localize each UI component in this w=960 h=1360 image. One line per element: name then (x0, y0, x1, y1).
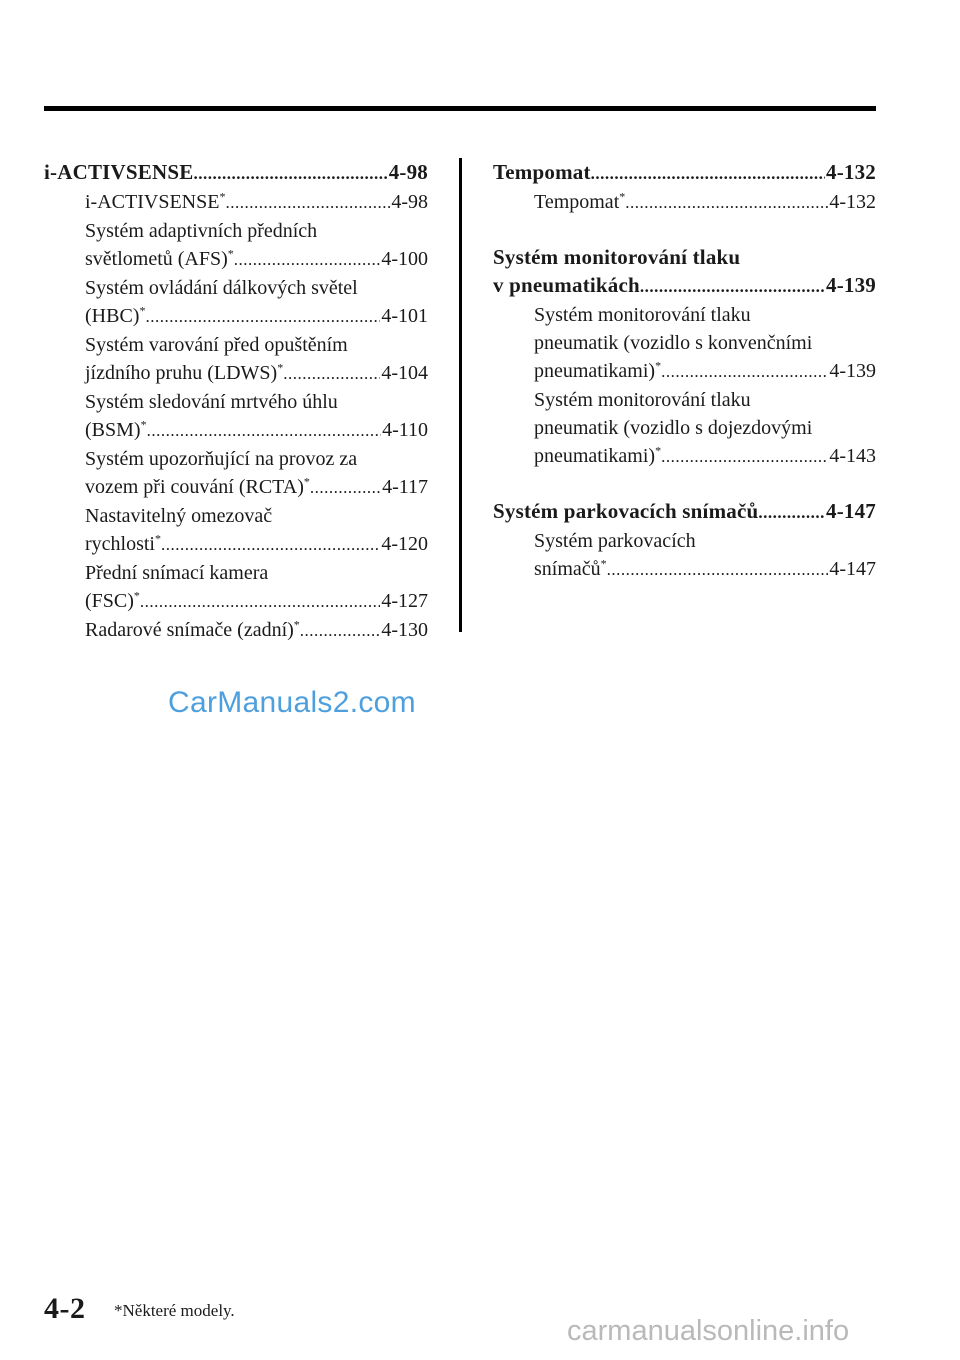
toc-entry-title: pneumatikami) (534, 360, 656, 382)
model-asterisk: * (619, 189, 626, 204)
toc-entry-text-line: pneumatik (vozidlo s konvenčními (534, 332, 813, 354)
dot-leader (234, 246, 381, 274)
dot-leader (661, 358, 828, 386)
toc-entry[interactable] (493, 442, 876, 471)
toc-section-heading[interactable] (493, 158, 876, 188)
site-watermark: carmanualsonline.info (567, 1315, 850, 1347)
model-asterisk: * (600, 556, 607, 571)
model-asterisk: * (155, 531, 161, 546)
toc-page-number: 4-132 (826, 160, 876, 184)
toc-entry-title: i-ACTIVSENSE (44, 160, 194, 184)
dot-leader (283, 360, 380, 388)
toc-page-number: 4-130 (381, 619, 428, 641)
toc-entry[interactable] (44, 473, 428, 502)
toc-left-column (44, 158, 428, 645)
dot-leader (661, 443, 828, 471)
toc-entry-text-line: Systém parkovacích (534, 530, 696, 552)
model-asterisk: * (140, 417, 147, 432)
column-divider (459, 158, 462, 632)
toc-entry-title: rychlosti (85, 533, 155, 555)
model-asterisk: * (277, 360, 284, 375)
toc-page-number: 4-101 (381, 305, 428, 327)
top-rule (44, 106, 876, 111)
dot-leader (607, 556, 829, 584)
toc-entry-title: v pneumatikách (493, 273, 640, 297)
toc-right-column (493, 158, 876, 584)
dot-leader (147, 417, 382, 445)
toc-entry[interactable] (493, 357, 876, 386)
dot-leader (640, 273, 825, 301)
toc-entry[interactable] (44, 530, 428, 559)
model-asterisk: * (655, 358, 662, 373)
section-gap (493, 471, 876, 497)
toc-entry-text-line: Přední snímací kamera (85, 562, 269, 584)
toc-entry[interactable] (44, 188, 428, 217)
dot-leader (193, 160, 387, 188)
toc-page-number: 4-147 (829, 558, 876, 580)
toc-entry[interactable] (44, 587, 428, 616)
toc-entry-text-line: Systém monitorování tlaku (534, 304, 751, 326)
toc-page-number: 4-147 (826, 499, 876, 523)
dot-leader (591, 160, 825, 188)
dot-leader (140, 588, 380, 616)
toc-page-number: 4-100 (381, 248, 428, 270)
toc-section-heading[interactable] (44, 158, 428, 188)
toc-entry[interactable] (493, 188, 876, 217)
toc-page-number: 4-132 (829, 191, 876, 213)
toc-page-number: 4-104 (381, 362, 428, 384)
toc-entry[interactable] (44, 359, 428, 388)
toc-entry[interactable] (44, 245, 428, 274)
toc-entry-text-line: Nastavitelný omezovač (85, 505, 273, 527)
toc-entry-title: Radarové snímače (zadní) (85, 619, 294, 641)
toc-entry-text-line: Systém sledování mrtvého úhlu (85, 391, 338, 413)
footer-page-number: 4-2 (44, 1292, 86, 1325)
dot-leader (145, 303, 380, 331)
toc-page-number: 4-120 (381, 533, 428, 555)
model-asterisk: * (303, 474, 310, 489)
toc-section-heading[interactable] (493, 271, 876, 301)
model-asterisk: * (293, 617, 300, 632)
watermark: CarManuals2.com (168, 686, 416, 719)
toc-page-number: 4-117 (382, 476, 428, 498)
toc-section-heading[interactable] (493, 497, 876, 527)
dot-leader (161, 531, 380, 559)
toc-entry-text-line: Systém upozorňující na provoz za (85, 448, 358, 470)
toc-page-number: 4-143 (829, 445, 876, 467)
model-asterisk: * (655, 443, 662, 458)
toc-entry-title: světlometů (AFS) (85, 248, 228, 270)
toc-entry[interactable] (44, 416, 428, 445)
toc-entry[interactable] (44, 302, 428, 331)
toc-entry-title: snímačů (534, 558, 601, 580)
toc-entry-title: i-ACTIVSENSE (85, 191, 220, 213)
toc-entry-title: vozem při couvání (RCTA) (85, 476, 304, 498)
dot-leader (758, 499, 825, 527)
toc-entry[interactable] (44, 616, 428, 645)
model-asterisk: * (219, 189, 226, 204)
toc-page-number: 4-110 (382, 419, 428, 441)
toc-entry-title: (HBC) (85, 305, 140, 327)
toc-entry-title: pneumatikami) (534, 445, 656, 467)
toc-page-number: 4-98 (388, 160, 428, 184)
toc-entry[interactable] (493, 555, 876, 584)
toc-entry-title: Systém parkovacích snímačů (493, 499, 759, 523)
dot-leader (625, 189, 828, 217)
toc-entry-title: (BSM) (85, 419, 141, 441)
model-asterisk: * (133, 588, 140, 603)
dot-leader (310, 474, 381, 502)
section-gap (493, 217, 876, 243)
toc-page-number: 4-127 (381, 590, 428, 612)
dot-leader (225, 189, 390, 217)
toc-page-number: 4-139 (826, 273, 876, 297)
toc-entry-title: Tempomat (534, 191, 620, 213)
toc-entry-text-line: Systém ovládání dálkových světel (85, 277, 358, 299)
footer-note: *Některé modely. (114, 1301, 235, 1320)
toc-entry-text-line: pneumatik (vozidlo s dojezdovými (534, 417, 813, 439)
toc-heading-text-line: Systém monitorování tlaku (493, 245, 741, 269)
toc-entry-title: jízdního pruhu (LDWS) (85, 362, 278, 384)
toc-entry-title: (FSC) (85, 590, 134, 612)
model-asterisk: * (227, 246, 234, 261)
dot-leader (300, 617, 381, 645)
toc-entry-text-line: Systém adaptivních předních (85, 220, 318, 242)
toc-entry-text-line: Systém varování před opuštěním (85, 334, 348, 356)
toc-page-number: 4-139 (829, 360, 876, 382)
toc-page-number: 4-98 (391, 191, 428, 213)
toc-entry-title: Tempomat (493, 160, 591, 184)
model-asterisk: * (139, 303, 146, 318)
toc-entry-text-line: Systém monitorování tlaku (534, 389, 751, 411)
